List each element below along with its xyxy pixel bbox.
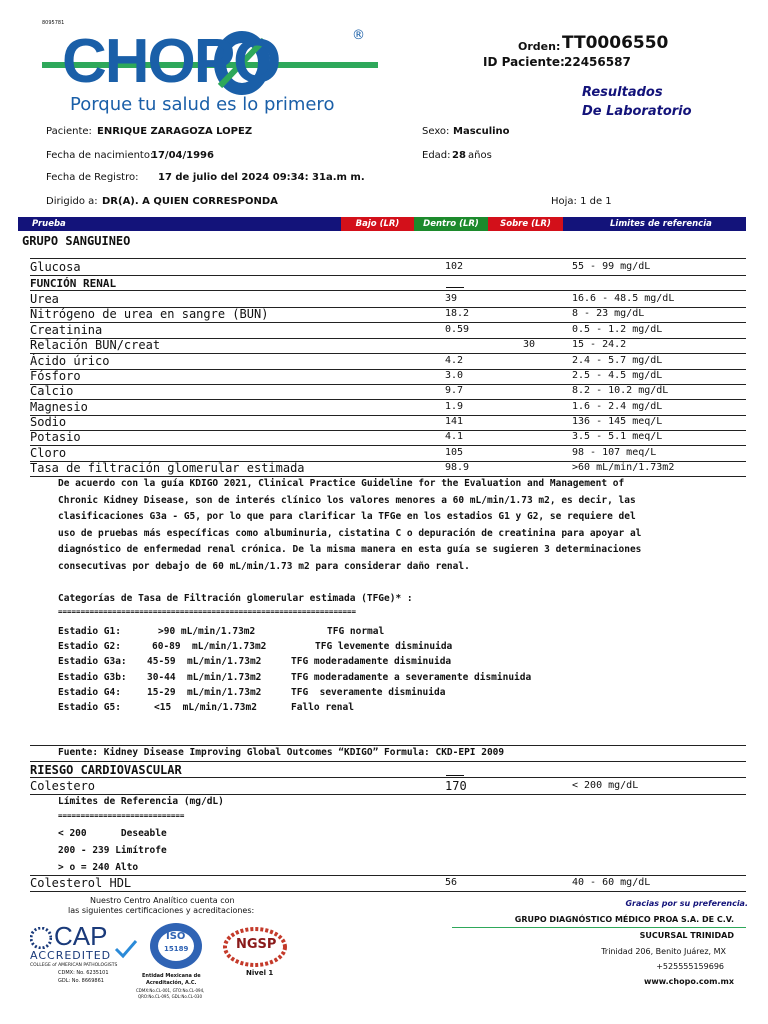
chopo-logo: [42, 26, 378, 118]
test-value: 0.59: [445, 324, 470, 335]
stage-stage: Estadio G2:: [58, 641, 121, 652]
test-value: 105: [445, 447, 464, 458]
result-row: [30, 292, 746, 307]
result-row: [30, 323, 746, 338]
page-counter: Hoja: 1 de 1: [551, 196, 612, 207]
test-ref: 2.4 - 5.7 mg/dL: [572, 355, 663, 366]
test-name: Tasa de filtración glomerular estimada: [30, 461, 305, 475]
reg-label: Fecha de Registro:: [46, 172, 139, 183]
stage-stage: Estadio G1:: [58, 626, 121, 637]
header-prueba: Prueba: [32, 219, 66, 229]
test-ref: 2.5 - 4.5 mg/dL: [572, 370, 663, 381]
test-value: 56: [445, 877, 458, 888]
dob-value: 17/04/1996: [151, 150, 214, 161]
dir-value: DR(A). A QUIEN CORRESPONDA: [102, 196, 278, 207]
kdigo-line: Chronic Kidney Disease, son de interés clínico los valores menores a 60 mL/min/1.73 m2, es decir, las: [58, 494, 636, 506]
kdigo-line: De acuerdo con la guía KDIGO 2021, Clinical Practice Guideline for the Evaluation and Management of: [58, 478, 625, 489]
cap-cdmx: CDMX: No. 6235101: [58, 970, 109, 976]
test-value: 39: [445, 293, 458, 304]
cert-text-2: las siguientes certificaciones y acreditaciones:: [68, 906, 255, 915]
company-name: GRUPO DIAGNÓSTICO MÉDICO PROA S.A. DE C.V.: [514, 915, 734, 924]
test-name: Fósforo: [30, 369, 81, 383]
test-ref: 55 - 99 mg/dL: [572, 261, 651, 272]
test-ref: 0.5 - 1.2 mg/dL: [572, 324, 663, 335]
stage-desc: TFG levemente disminuida: [315, 641, 453, 652]
footer-divider: [452, 927, 746, 928]
result-row: [30, 430, 746, 445]
cap-badge: [30, 921, 140, 985]
cap-seal-icon: [30, 927, 52, 949]
dob-label: Fecha de nacimiento:: [46, 150, 154, 161]
sex-label: Sexo:: [422, 126, 450, 137]
cap-gdl: GDL: No. 8669861: [58, 978, 104, 984]
test-ref: >60 mL/min/1.73m2: [572, 462, 675, 473]
kdigo-line: uso de pruebas más específicas como albuminuria, cistatina C o depuración de creatinina para apoyar al: [58, 527, 642, 539]
patient-name-label: Paciente:: [46, 126, 92, 137]
result-row-hdl: [30, 876, 746, 891]
checkmark-icon: [114, 939, 138, 959]
test-ref: 40 - 60 mg/dL: [572, 877, 651, 888]
ngsp-text: NGSP: [236, 937, 277, 952]
header-sobre: Sobre (LR): [488, 217, 563, 231]
phone: +525555159696: [656, 962, 724, 971]
group-title-blood: GRUPO SANGUINEO: [22, 234, 131, 248]
cap-sub: COLLEGE of AMERICAN PATHOLOGISTS: [30, 963, 118, 968]
test-value: 102: [445, 261, 464, 272]
order-value: TT0006550: [562, 33, 669, 53]
table-header: [18, 217, 746, 231]
categories-title: Categorías de Tasa de Filtración glomerular estimada (TFGe)* :: [58, 593, 413, 604]
test-name: Colesterol HDL: [30, 876, 132, 890]
age-label: Edad:: [422, 150, 451, 161]
certifications-block: [30, 893, 300, 1008]
reg-value: 17 de julio del 2024 09:34: 31a.m m.: [158, 172, 365, 183]
result-row: [30, 338, 746, 353]
age-value: 28: [452, 150, 466, 161]
ema-line-1: Entidad Mexicana de: [142, 973, 201, 979]
test-ref: 136 - 145 meq/L: [572, 416, 663, 427]
test-name: Calcio: [30, 384, 74, 398]
test-ref: 98 - 107 meq/L: [572, 447, 657, 458]
stage-stage: Estadio G5:: [58, 702, 121, 713]
test-value: 1.9: [445, 401, 464, 412]
address: Trinidad 206, Benito Juárez, MX: [601, 947, 726, 956]
test-value: 18.2: [445, 308, 470, 319]
stage-range: >90 mL/min/1.73m2: [158, 626, 256, 637]
result-row: [30, 369, 746, 384]
test-name: Ácido úrico: [30, 354, 110, 368]
stage-range: 30-44 mL/min/1.73m2: [147, 672, 262, 683]
website-link[interactable]: www.chopo.com.mx: [643, 977, 734, 986]
test-value: 4.1: [445, 431, 464, 442]
test-name: Creatinina: [30, 323, 103, 337]
test-name: Sodio: [30, 415, 67, 429]
stage-range: 60-89 mL/min/1.73m2: [152, 641, 267, 652]
test-ref: 8.2 - 10.2 mg/dL: [572, 385, 669, 396]
ema-badge: [136, 921, 232, 1009]
order-label: Orden:: [518, 40, 561, 53]
test-name: Magnesio: [30, 400, 88, 414]
stage-range: 45-59 mL/min/1.73m2: [147, 656, 262, 667]
test-value: 4.2: [445, 355, 464, 366]
result-row: [30, 400, 746, 415]
stage-desc: TFG severamente disminuida: [291, 687, 446, 698]
group-title-cardio: RIESGO CARDIOVASCULAR: [30, 763, 182, 777]
test-name: Colestero: [30, 779, 96, 793]
chol-ref-rule: ============================: [58, 811, 185, 820]
test-value: 98.9: [445, 462, 470, 473]
ema-line-4: QRO:No.CL-095, GDL:No.CL-030: [138, 994, 202, 999]
report-title-line1: Resultados: [582, 85, 663, 100]
section-renal: FUNCIÓN RENAL: [30, 277, 117, 290]
stage-stage: Estadio G3a:: [58, 656, 127, 667]
result-row: [30, 415, 746, 430]
stage-desc: Fallo renal: [291, 702, 354, 713]
cap-text: CAP: [54, 921, 108, 951]
report-title-line2: De Laboratorio: [582, 104, 692, 119]
stage-stage: Estadio G3b:: [58, 672, 127, 683]
test-ref: 16.6 - 48.5 mg/dL: [572, 293, 675, 304]
test-ref: < 200 mg/dL: [572, 780, 639, 791]
chol-ref-line: > o = 240 Alto: [58, 862, 139, 873]
age-unit: años: [468, 150, 492, 161]
result-row: [30, 446, 746, 461]
test-name: Urea: [30, 292, 59, 306]
chol-ref-line: 200 - 239 Limítrofe: [58, 845, 167, 856]
patient-name: ENRIQUE ZARAGOZA LOPEZ: [97, 126, 253, 137]
stage-stage: Estadio G4:: [58, 687, 121, 698]
result-row: [30, 307, 746, 322]
ngsp-badge: [222, 927, 292, 987]
stage-range: <15 mL/min/1.73m2: [154, 702, 257, 713]
test-value: 30: [523, 339, 536, 350]
header-bajo: Bajo (LR): [341, 217, 414, 231]
kdigo-line: consecutivas por debajo de 60 mL/min/1.73 m2 para considerar daño renal.: [58, 560, 470, 572]
result-row-colesterol: [30, 779, 746, 794]
test-ref: 15 - 24.2: [572, 339, 627, 350]
test-name: Glucosa: [30, 260, 81, 274]
cap-accredited: ACCREDITED: [30, 949, 112, 962]
test-ref: 8 - 23 mg/dL: [572, 308, 645, 319]
stage-range: 15-29 mL/min/1.73m2: [147, 687, 262, 698]
ngsp-level: Nivel 1: [246, 969, 274, 977]
test-ref: 1.6 - 2.4 mg/dL: [572, 401, 663, 412]
result-row-glucosa: [30, 260, 746, 275]
test-value: 170: [445, 779, 467, 793]
stage-desc: TFG normal: [327, 626, 385, 637]
iso-number: 15189: [164, 945, 189, 953]
sex-value: Masculino: [453, 126, 510, 137]
chol-ref-line: < 200 Deseable: [58, 828, 167, 839]
result-row: [30, 384, 746, 399]
header-dentro: Dentro (LR): [414, 217, 488, 231]
result-row: [30, 354, 746, 369]
test-value: 9.7: [445, 385, 464, 396]
chol-ref-title: Límites de Referencia (mg/dL): [58, 796, 224, 807]
branch-name: SUCURSAL TRINIDAD: [639, 931, 734, 940]
stage-desc: TFG moderadamente disminuida: [291, 656, 452, 667]
test-ref: 3.5 - 5.1 meq/L: [572, 431, 663, 442]
logo-brand: CHOPO: [62, 27, 280, 96]
kdigo-line: diagnóstico de enfermedad renal crónica. De la misma manera en esta guía se sugieren 3 determinaciones: [58, 544, 642, 555]
cert-text-1: Nuestro Centro Analítico cuenta con: [90, 896, 235, 905]
kdigo-line: clasificaciones G3a - G5, por lo que para clarificar la TFGe en los estadios G1 y G2, se requiere del: [58, 511, 636, 522]
categories-rule: ==================================================================: [58, 607, 357, 616]
test-name: Relación BUN/creat: [30, 338, 161, 352]
logo-registered: ®: [352, 28, 365, 43]
logo-tagline: Porque tu salud es lo primero: [70, 94, 335, 115]
header-limites: Limites de referencia: [610, 219, 712, 229]
test-value: 141: [445, 416, 464, 427]
ema-line-2: Acreditación, A.C.: [146, 980, 197, 986]
test-name: Cloro: [30, 446, 67, 460]
test-name: Potasio: [30, 430, 81, 444]
kdigo-paragraph: [58, 476, 748, 575]
source-note: Fuente: Kidney Disease Improving Global Outcomes “KDIGO” Formula: CKD-EPI 2009: [58, 747, 505, 758]
stage-desc: TFG moderadamente a severamente disminuida: [291, 672, 532, 683]
dir-label: Dirigido a:: [46, 196, 98, 207]
patient-id-label: ID Paciente:: [483, 55, 565, 69]
ema-line-3: CDMX:No.CL-001, GTO:No.CL-094,: [136, 988, 205, 993]
patient-id-value: 22456587: [564, 55, 631, 69]
iso-text: ISO: [166, 931, 186, 942]
test-name: Nitrógeno de urea en sangre (BUN): [30, 307, 269, 321]
test-value: 3.0: [445, 370, 464, 381]
thanks-text: Gracias por su preferencia.: [625, 899, 748, 908]
top-code: 8095781: [42, 20, 65, 26]
result-row: [30, 461, 746, 476]
